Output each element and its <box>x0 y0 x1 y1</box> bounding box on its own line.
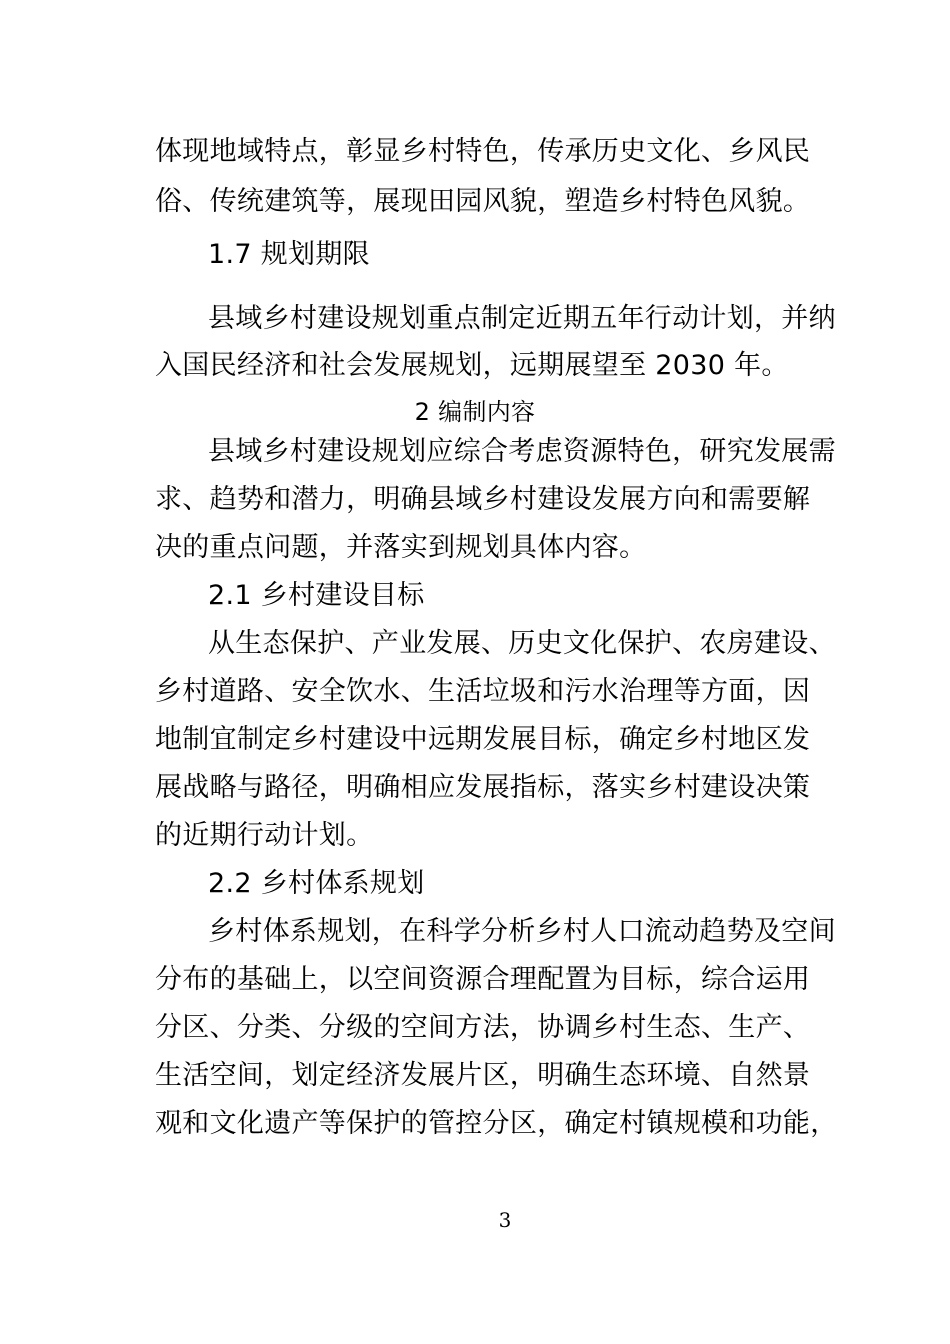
paragraph-line: 县域乡村建设规划重点制定近期五年行动计划，并纳 <box>208 303 836 334</box>
paragraph-line: 生活空间，划定经济发展片区，明确生态环境、自然景 <box>155 1060 811 1091</box>
paragraph-line: 求、趋势和潜力，明确县域乡村建设发展方向和需要解 <box>155 484 811 515</box>
paragraph-line: 分区、分类、分级的空间方法，协调乡村生态、生产、 <box>155 1012 811 1043</box>
section-heading-2-1: 2.1 乡村建设目标 <box>208 580 425 611</box>
paragraph-line: 俗、传统建筑等，展现田园风貌，塑造乡村特色风貌。 <box>155 186 811 217</box>
section-heading-1-7: 1.7 规划期限 <box>208 239 370 270</box>
paragraph-line: 地制宜制定乡村建设中远期发展目标，确定乡村地区发 <box>155 724 811 755</box>
chapter-heading-2: 2 编制内容 <box>414 398 536 426</box>
paragraph-line: 展战略与路径，明确相应发展指标，落实乡村建设决策 <box>155 772 811 803</box>
section-heading-2-2: 2.2 乡村体系规划 <box>208 868 425 899</box>
paragraph-line: 从生态保护、产业发展、历史文化保护、农房建设、 <box>208 628 836 659</box>
paragraph-line: 乡村体系规划，在科学分析乡村人口流动趋势及空间 <box>208 916 836 947</box>
page-number: 3 <box>498 1208 512 1232</box>
paragraph-line: 观和文化遗产等保护的管控分区，确定村镇规模和功能， <box>155 1108 838 1139</box>
paragraph-line: 入国民经济和社会发展规划，远期展望至 2030 年。 <box>155 350 789 381</box>
paragraph-line: 县域乡村建设规划应综合考虑资源特色，研究发展需 <box>208 436 836 467</box>
paragraph-line: 的近期行动计划。 <box>155 820 374 851</box>
paragraph-line: 体现地域特点，彰显乡村特色，传承历史文化、乡风民 <box>155 136 811 167</box>
paragraph-line: 分布的基础上，以空间资源合理配置为目标，综合运用 <box>155 964 811 995</box>
paragraph-line: 决的重点问题，并落实到规划具体内容。 <box>155 532 647 563</box>
paragraph-line: 乡村道路、安全饮水、生活垃圾和污水治理等方面，因 <box>155 676 811 707</box>
